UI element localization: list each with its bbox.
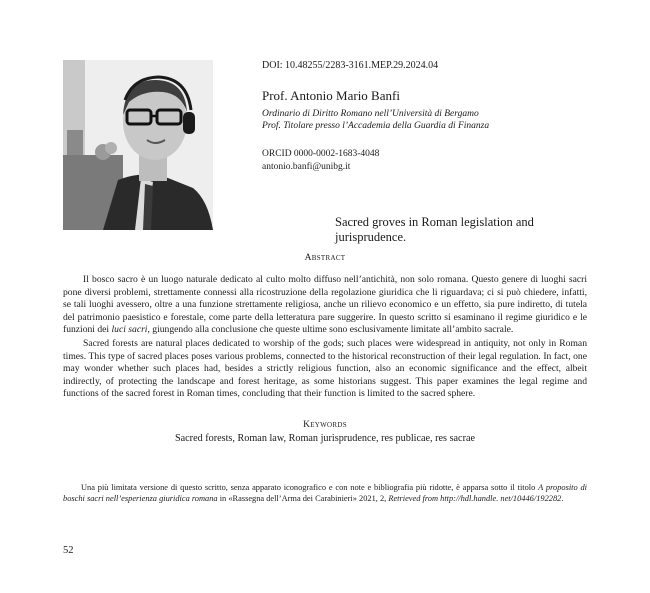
keywords-list: Sacred forests, Roman law, Roman jurisprudence, res publicae, res sacrae — [174, 433, 476, 444]
footnote-text-1: Una più limitata versione di questo scritto, senza apparato iconografico e con note e bibliografia più ridotte, è apparsa sotto il titolo — [81, 483, 539, 492]
doi: DOI: 10.48255/2283-3161.MEP.29.2024.04 — [262, 60, 439, 71]
footnote-italic-1: A proposito di boschi sacri nell’esperienza giuridica romana — [63, 483, 587, 503]
paper-title: Sacred groves in Roman legislation and jurisprudence. — [335, 215, 534, 244]
footnote-link[interactable]: Retrieved from http://hdl.handle. net/10446/192282 — [388, 494, 562, 503]
author-header — [262, 60, 622, 174]
affiliation-1: Ordinario di Diritto Romano nell’Università di Bergamo — [262, 109, 479, 119]
abstract-italian-text-1: Il bosco sacro è un luogo naturale dedicato al culto molto diffuso nell’antichità, non solo romana. Questo genere di luoghi sacri pone diversi problemi, strettamente connessi alla ricostruzione della regolazione giuridica che li riguardava; ci si può chiedere, infatti, se tali luoghi avessero, oltre a una funzione strettamente religiosa, anche un rilievo economico e un effetto, sia pure indiretto, di tutela del patrimonio paesistico e forestale, come parte della letteratura pare suggerire. In questo scritto si esaminano il regime giuridico e le funzioni dei — [63, 274, 587, 335]
footnote-text-3: . — [561, 494, 564, 503]
author-photo — [63, 60, 213, 230]
abstract-italian — [63, 274, 587, 337]
email-link[interactable]: antonio.banfi@unibg.it — [262, 162, 351, 172]
author-name: Prof. Antonio Mario Banfi — [262, 88, 400, 103]
orcid: ORCID 0000-0002-1683-4048 — [262, 149, 380, 159]
footnote — [63, 482, 587, 504]
keywords-heading: Keywords — [303, 420, 347, 430]
footnote-text-2: in «Rassegna dell’Arma dei Carabinieri» 2021, 2, — [217, 494, 389, 503]
abstract-italian-italic: luci sacri — [111, 324, 148, 335]
abstract-italian-text-2: , giungendo alla conclusione che queste ultime sono esclusivamente limitate all’ambito sacrale. — [147, 324, 514, 335]
affiliation-2: Prof. Titolare presso l’Accademia della Guardia di Finanza — [262, 121, 490, 131]
abstract-heading: Abstract — [304, 253, 346, 263]
abstract-english: Sacred forests are natural places dedicated to worship of the gods; such places were widespread in antiquity, not only in Roman times. This type of sacred places poses various problems, connected to the historical reconstruction of their legal regulation. In fact, one may wonder whether such places had, besides a strictly religious function, also an economic significance and the effect, albeit indirectly, of protecting the landscape and forest heritage, as some historians suggest. This paper examines the legal regime and functions of the sacred forest in Roman times, concluding that their function is limited to the sacred sphere. — [63, 338, 587, 399]
page-number: 52 — [63, 545, 74, 556]
